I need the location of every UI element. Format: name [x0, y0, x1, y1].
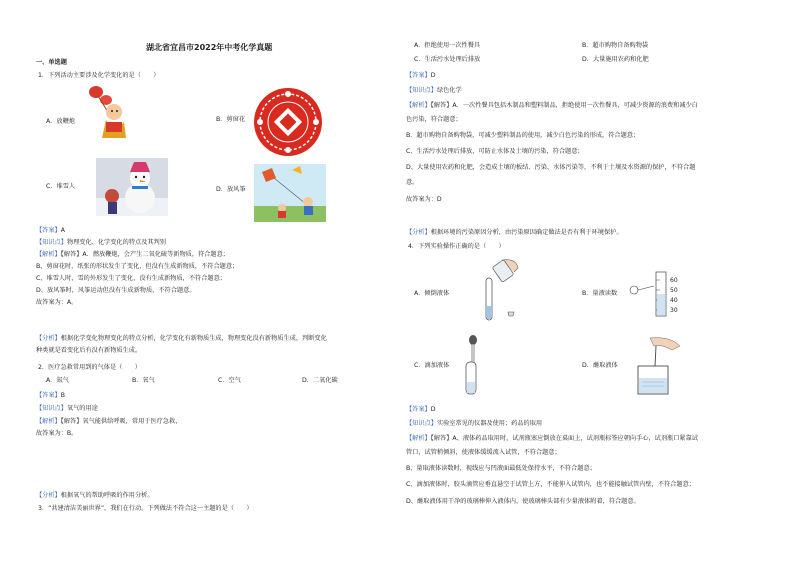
- scale-tick: 50: [670, 287, 678, 294]
- q2-knowledge: 氧气的用途: [66, 405, 98, 412]
- q1-knowledge-label: 【知识点】: [36, 239, 67, 246]
- q2-answer: B: [60, 392, 65, 399]
- firecracker-boy-image: [84, 82, 134, 140]
- q2-option-b: B．氧气: [132, 377, 155, 384]
- q2-option-d: D．二氧化碳: [302, 377, 338, 384]
- q1-analysis-line: D、放风筝时，风筝运动但没有生成新物质，不符合题意。: [36, 287, 196, 294]
- q2-answer-label: 【答案】: [36, 392, 61, 399]
- q3-option-d: D．大量施用农药和化肥: [582, 56, 649, 63]
- q1-analysis-line: B、剪窗花时，纸张的形状发生了变化，但没有生成新物质，不符合题意；: [36, 263, 239, 270]
- paper-cut-image: [252, 86, 324, 158]
- cylinder-reading-image: [626, 270, 682, 318]
- q2-fenxi-label: 【分析】: [36, 492, 61, 499]
- page-title: 湖北省宜昌市2022年中考化学真题: [146, 43, 273, 52]
- q2-option-a: A．氮气: [46, 377, 69, 384]
- dropper-image: [458, 334, 488, 396]
- q1-option-a: A．放鞭炮: [46, 118, 75, 125]
- scale-tick: 40: [670, 297, 678, 304]
- q4-option-b: B．量液读数: [582, 290, 618, 297]
- snowman-image: [96, 158, 168, 216]
- q3-stem: 3．“共建清洁美丽世界”，我们在行动。下列做法不符合这一主题的是（ ）: [38, 505, 253, 512]
- q3-answer-label: 【答案】: [406, 72, 431, 79]
- q2-stem: 2．医疗急救常用到的气体是（ ）: [38, 364, 141, 371]
- q4-option-c: C．滴加液体: [414, 362, 450, 369]
- q2-analysis-line: 【解答】氧气能供给呼吸，常用于医疗急救，: [60, 418, 182, 425]
- q1-option-c: C．堆雪人: [46, 183, 76, 190]
- q2-option-c: C．空气: [218, 377, 241, 384]
- q4-analysis-line: D、蘸取液体用干净的玻璃棒伸入液体内，使玻璃棒头部有少量液体附着，符合题意。: [406, 498, 640, 505]
- q3-conclusion: 故答案为：D: [406, 196, 442, 203]
- q1-analysis-line: C、堆雪人时，雪的外形发生了变化，没有生成新物质，不符合题意；: [36, 275, 226, 282]
- q1-knowledge: 物理变化、化学变化的特点及其判别: [66, 239, 166, 246]
- q1-conclusion: 故答案为：A。: [36, 299, 78, 306]
- q3-knowledge-label: 【知识点】: [406, 87, 437, 94]
- q4-analysis-label: 【解析】: [406, 435, 431, 442]
- q4-answer: D: [430, 406, 436, 413]
- q3-analysis-line: 【解答】A．一次性餐具包括木制品和塑料制品，拒绝使用一次性餐具，可减少资源的浪费和减少白: [430, 102, 698, 109]
- pouring-liquid-image: [478, 256, 524, 328]
- q3-analysis-line: B．超市购物自备购物袋，可减少塑料制品的使用，减少白色污染的形成，符合题意；: [406, 132, 640, 139]
- q1-option-d: D．放风筝: [216, 186, 246, 193]
- scale-tick: 60: [670, 277, 678, 284]
- q3-fenxi: 根据环境的污染原因分析，由污染原因确定做法是否有利于环境保护。: [430, 229, 623, 236]
- kite-image: [254, 164, 326, 222]
- q4-option-a: A．倾倒液体: [414, 290, 450, 297]
- q4-analysis-line: B、量取液体读数时，视线应与凹液面最低处保持水平，不符合题意；: [406, 465, 596, 472]
- q4-knowledge-label: 【知识点】: [406, 420, 437, 427]
- section-heading: 一、单选题: [36, 59, 67, 66]
- q3-fenxi-label: 【分析】: [406, 229, 431, 236]
- q4-analysis-line: C、滴加液体时，胶头滴管应垂直悬空于试管上方，不能伸入试管内，也不能接触试管内壁，不符合题意；: [406, 481, 695, 488]
- q1-stem: 1．下列活动主要涉及化学变化的是（ ）: [38, 72, 160, 79]
- q1-fenxi-line: 种类就是看变化后有没有新物质生成。: [36, 347, 142, 354]
- q4-analysis-line: 管口，试管稍倾斜，使液体缓缓流入试管，不符合题意；: [406, 449, 561, 456]
- q4-knowledge: 实验室常见的仪器及使用；药品的取用: [436, 420, 543, 427]
- q3-analysis-label: 【解析】: [406, 102, 431, 109]
- q4-analysis-line: 【解答】A、液体药品取用时，试剂瓶塞应倒放在桌面上，试剂瓶标签应朝向手心，试剂瓶口紧靠试: [430, 435, 698, 442]
- q2-knowledge-label: 【知识点】: [36, 405, 67, 412]
- scale-tick: 30: [670, 307, 678, 314]
- q3-analysis-line: 意。: [406, 179, 419, 186]
- q3-analysis-line: C、生活污水处理后排放，可防止水体及土壤的污染，符合题意；: [406, 148, 584, 155]
- q1-analysis-label: 【解析】: [36, 251, 61, 258]
- q1-fenxi-label: 【分析】: [36, 335, 61, 342]
- q1-option-b: B．剪窗花: [216, 116, 245, 123]
- q3-option-a: A．拒绝使用一次性餐具: [414, 42, 481, 49]
- glass-rod-image: [626, 336, 686, 398]
- q4-option-d: D．蘸取液体: [582, 362, 618, 369]
- q1-answer-label: 【答案】: [36, 227, 61, 234]
- q3-option-b: B．超市购物自备购物袋: [582, 42, 649, 49]
- q3-analysis-line: 色污染，符合题意；: [406, 116, 462, 123]
- q4-stem: 4．下列实验操作正确的是（ ）: [408, 243, 505, 250]
- q2-fenxi: 根据氧气的帮助呼吸的作用分析。: [60, 492, 154, 499]
- q3-option-c: C．生活污水处理后排放: [414, 56, 481, 63]
- q1-analysis-line: 【解答】A．燃放鞭炮，会产生二氧化硫等新物质，符合题意；: [60, 251, 229, 258]
- q3-analysis-line: D、大量使用农药和化肥，会造成土壤的板结、污染、水体污染等，不利于土壤及水资源的保护，不符合题: [406, 164, 696, 171]
- q3-knowledge: 绿色化学: [436, 87, 462, 94]
- q4-answer-label: 【答案】: [406, 406, 431, 413]
- q1-fenxi-line: 根据化学变化物理变化的特点分析，化学变化有新物质生成，物理变化没有新物质生成，判断变化: [60, 335, 327, 342]
- q2-conclusion: 故答案为：B。: [36, 430, 78, 437]
- q1-answer: A: [60, 227, 65, 234]
- q3-answer: D: [430, 72, 436, 79]
- q2-analysis-label: 【解析】: [36, 418, 61, 425]
